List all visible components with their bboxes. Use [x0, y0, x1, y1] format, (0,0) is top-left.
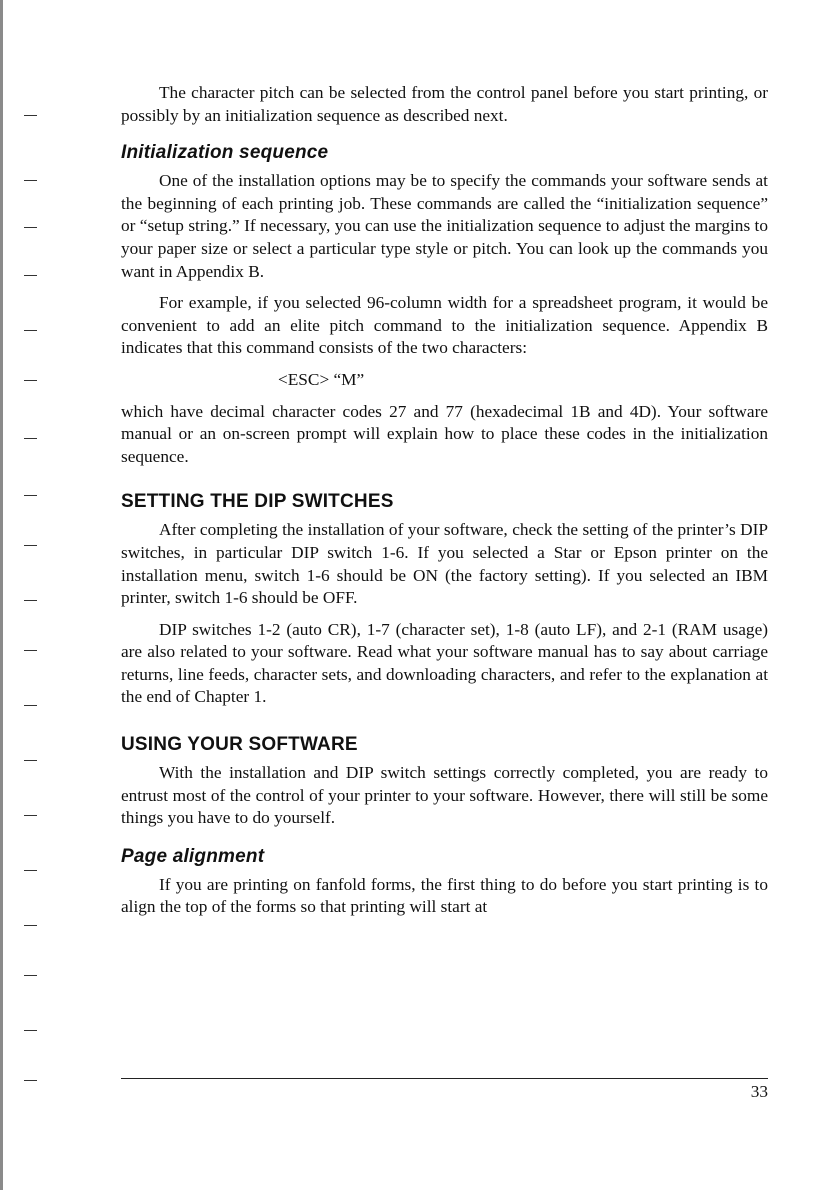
margin-marks: [0, 0, 40, 1190]
margin-mark: [24, 180, 37, 181]
margin-mark: [24, 438, 37, 439]
margin-mark: [24, 600, 37, 601]
page-body: [121, 82, 768, 919]
footer-rule: [121, 1078, 768, 1079]
margin-mark: [24, 330, 37, 331]
margin-mark: [24, 975, 37, 976]
margin-mark: [24, 1080, 37, 1081]
heading-page-alignment: Page alignment: [121, 845, 265, 867]
margin-mark: [24, 275, 37, 276]
init-paragraph-3: which have decimal character codes 27 and 77 (hexadecimal 1B and 4D). Your software manual or an on-screen prompt will explain how to place these codes in the initialization sequence.: [121, 401, 768, 466]
page-number: 33: [750, 1082, 768, 1101]
margin-mark: [24, 870, 37, 871]
dip-paragraph-2: DIP switches 1-2 (auto CR), 1-7 (character set), 1-8 (auto LF), and 2-1 (RAM usage) are also related to your software. Read what your software manual has to say about carriage returns, line feeds, character sets, and downloading characters, and refer to the explanation at the end of Chapter 1.: [121, 619, 768, 707]
margin-mark: [24, 1030, 37, 1031]
margin-mark: [24, 115, 37, 116]
margin-mark: [24, 815, 37, 816]
escape-code-line: <ESC> “M”: [278, 369, 365, 389]
margin-mark: [24, 650, 37, 651]
init-paragraph-1: One of the installation options may be to specify the commands your software sends at the beginning of each printing job. These commands are called the “initialization sequence” or “setup string.” If necessary, you can use the initialization sequence to adjust the margins to your paper size or select a particular type style or pitch. You can look up the commands you want in Appendix B.: [121, 171, 768, 281]
alignment-paragraph-1: If you are printing on fanfold forms, the first thing to do before you start printing is to align the top of the forms so that printing will start at: [121, 874, 768, 917]
margin-mark: [24, 705, 37, 706]
margin-mark: [24, 760, 37, 761]
init-paragraph-2: For example, if you selected 96-column width for a spreadsheet program, it would be convenient to add an elite pitch command to the initialization sequence. Appendix B indicates that this command consists of the two characters:: [121, 293, 768, 358]
margin-mark: [24, 925, 37, 926]
heading-initialization-sequence: Initialization sequence: [121, 142, 329, 164]
margin-mark: [24, 495, 37, 496]
dip-paragraph-1: After completing the installation of your software, check the setting of the printer’s DIP switches, in particular DIP switch 1-6. If you selected a Star or Epson printer on the installation menu, switch 1-6 should be ON (the factory setting). If you selected an IBM printer, switch 1-6 should be OFF.: [121, 520, 768, 608]
heading-using-your-software: USING YOUR SOFTWARE: [121, 734, 358, 756]
software-paragraph-1: With the installation and DIP switch settings correctly completed, you are ready to entrust most of the control of your printer to your software. However, there will still be some things you have to do yourself.: [121, 763, 768, 828]
margin-mark: [24, 380, 37, 381]
intro-paragraph: The character pitch can be selected from the control panel before you start printing, or possibly by an initialization sequence as described next.: [121, 83, 768, 125]
margin-mark: [24, 545, 37, 546]
margin-mark: [24, 227, 37, 228]
heading-setting-dip-switches: SETTING THE DIP SWITCHES: [121, 491, 394, 513]
